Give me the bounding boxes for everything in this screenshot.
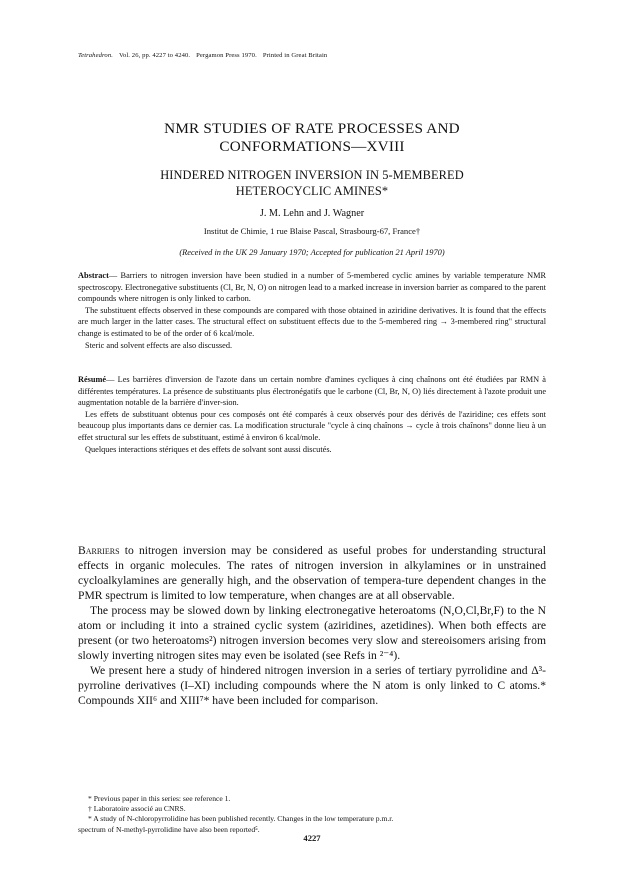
resume-paragraph-3: Quelques interactions stériques et des effets de solvant sont aussi discutés. xyxy=(85,444,332,454)
footnotes xyxy=(78,794,546,835)
received-dates: (Received in the UK 29 January 1970; Accepted for publication 21 April 1970) xyxy=(179,248,445,257)
journal-printed: Printed in Great Britain xyxy=(262,52,328,59)
title-line-1: NMR STUDIES OF RATE PROCESSES AND xyxy=(164,120,460,137)
body-lead-word: Barriers xyxy=(78,544,120,557)
abstract xyxy=(78,270,546,351)
footnote-3-continued: spectrum of N-methyl-pyrrolidine have also been reported⁵. xyxy=(78,824,260,834)
body-paragraph-2: The process may be slowed down by linking electronegative heteroatoms (N,O,Cl,Br,F) to the N atom or including it into a strained cyclic system (aziridines, azetidines). When both effects are present (or two heteroatoms²) nitrogen inversion becomes very slow and stereoisomers arising from slowly inverting nitrogen sites may even be isolated (see Refs in ²⁻⁴). xyxy=(78,604,546,662)
resume-paragraph-1: — Les barrières d'inversion de l'azote dans un certain nombre d'amines cycliques à cinq chaînons ont été étudiées par RMN à différentes températures. La présence de substituants plus électronégatifs que le carbone (Cl, Br, N, O) liés directement à l'azote produit une augmentation notable de la barrière d'inver-sion. xyxy=(78,375,546,408)
paper-title xyxy=(78,120,546,156)
journal-volume: Vol. 26, pp. 4227 to 4240. xyxy=(118,52,191,59)
abstract-label: Abstract xyxy=(78,271,109,280)
abstract-paragraph-3: Steric and solvent effects are also discussed. xyxy=(85,340,233,350)
footnote-1: * Previous paper in this series: see reference 1. xyxy=(88,794,231,803)
journal-header xyxy=(78,52,327,59)
main-text xyxy=(78,543,546,708)
body-paragraph-1: to nitrogen inversion may be considered as useful probes for understanding structural effects in organic molecules. The rates of nitrogen inversion in alkylamines or in unstrained cycloalkylamines are generally high, and the observation of tempera-ture dependent changes in the PMR spectrum is limited to low temperature, when changes are at all observable. xyxy=(78,544,546,602)
journal-name: Tetrahedron. xyxy=(78,52,113,59)
abstract-paragraph-2: The substituent effects observed in these compounds are compared with those obtained in aziridine derivatives. It is found that the effects are much larger in the latter cases. The structural effect on substituent effects due to the 5-membered ring → 3-membered ring" structural change is estimated to be of the order of 6 kcal/mole. xyxy=(78,305,546,338)
abstract-paragraph-1: — Barriers to nitrogen inversion have been studied in a number of 5-membered cyclic amines by variable temperature NMR spectroscopy. Electronegative substituents (Cl, Br, N, O) on nitrogen lead to a marked increase in inversion barrier as compared to the parent compounds where nitrogen is only linked to carbon. xyxy=(78,271,546,304)
subtitle-line-2: HETEROCYCLIC AMINES* xyxy=(235,183,389,198)
resume xyxy=(78,374,546,455)
footnote-2: † Laboratoire associé au CNRS. xyxy=(88,804,186,814)
footnote-3: * A study of N-chloropyrrolidine has been published recently. Changes in the low temperature p.m.r. xyxy=(88,814,394,824)
paper-subtitle xyxy=(78,168,546,199)
resume-label: Résumé xyxy=(78,375,107,384)
subtitle-line-1: HINDERED NITROGEN INVERSION IN 5-MEMBERED xyxy=(160,168,464,182)
body-paragraph-3: We present here a study of hindered nitrogen inversion in a series of tertiary pyrrolidine and Δ³-pyrroline derivatives (I–XI) including compounds where the N atom is only linked to C atoms.* Compounds XII⁶ and XIII⁷* have been included for comparison. xyxy=(78,664,546,707)
authors: J. M. Lehn and J. Wagner xyxy=(259,208,365,219)
affiliation: Institut de Chimie, 1 rue Blaise Pascal, Strasbourg-67, France† xyxy=(203,226,421,236)
journal-publisher: Pergamon Press 1970. xyxy=(196,52,257,59)
title-line-2: CONFORMATIONS—XVIII xyxy=(219,138,405,155)
page-number: 4227 xyxy=(303,833,321,843)
resume-paragraph-2: Les effets de substituant obtenus pour ces composés ont été comparés à ceux observés pour des dérivés de l'aziridine; ces effets sont beaucoup plus importants dans ce dernier cas. La modification structurale "cycle à cinq chaînons → cycle à trois chaînons" donne lieu à un effet structural sur les effets de substituant, estimé à environ 6 kcal/mole. xyxy=(78,409,546,442)
